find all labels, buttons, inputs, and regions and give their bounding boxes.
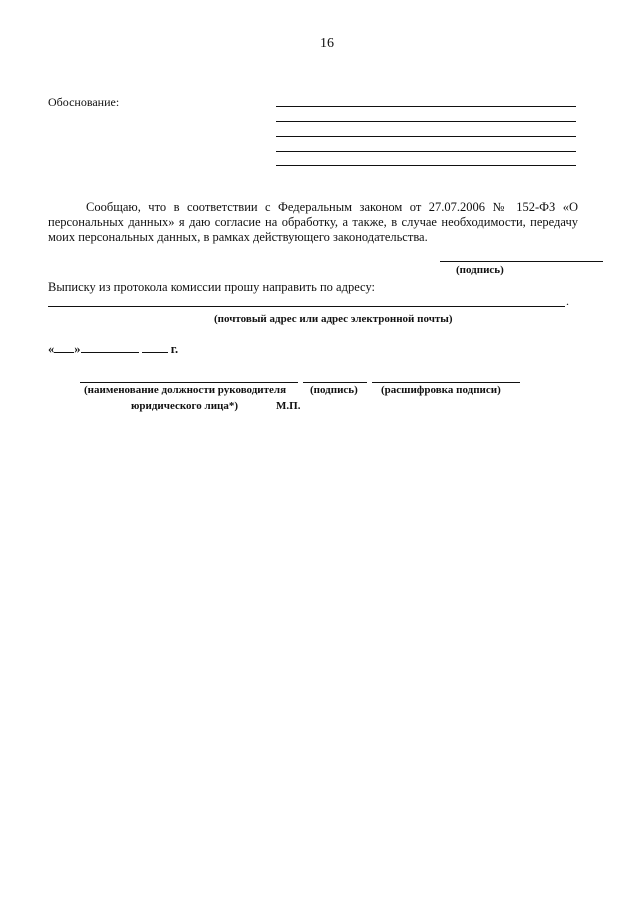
stamp-label: М.П. [276, 400, 301, 412]
position-caption-line2: юридического лица*) [131, 400, 239, 412]
date-day-blank [54, 340, 74, 353]
basis-line-3 [276, 136, 576, 137]
date-year-blank [142, 340, 168, 353]
footer-signature-line [303, 382, 367, 383]
basis-line-5 [276, 165, 576, 166]
date-close-quote: » [74, 342, 81, 356]
address-request-text: Выписку из протокола комиссии прошу направить по адресу: [48, 280, 375, 294]
consent-signature-line [440, 261, 603, 262]
position-caption-line1: (наименование должности руководителя [84, 384, 287, 396]
basis-line-4 [276, 151, 576, 152]
date-month-blank [81, 340, 139, 353]
date-open-quote: « [48, 342, 55, 356]
footer-signature-caption: (подпись) [310, 384, 358, 396]
page-number: 16 [320, 36, 334, 51]
position-line [80, 382, 298, 383]
basis-line-2 [276, 121, 576, 122]
date-row [48, 340, 178, 357]
date-year-suffix: г. [170, 342, 179, 356]
consent-signature-caption: (подпись) [456, 264, 504, 276]
address-line [48, 306, 565, 307]
decoding-caption: (расшифровка подписи) [381, 384, 501, 396]
address-caption: (почтовый адрес или адрес электронной почты) [214, 313, 453, 325]
address-line-period: . [566, 294, 569, 308]
basis-line-1 [276, 106, 576, 107]
consent-paragraph: Сообщаю, что в соответствии с Федеральным законом от 27.07.2006 № 152-ФЗ «О персональных данных» я даю согласие на обработку, а также, в случае необходимости, передачу моих персональных данных, в рамках действующего законодательства. [48, 200, 578, 244]
basis-label: Обоснование: [48, 95, 120, 109]
decoding-line [372, 382, 520, 383]
